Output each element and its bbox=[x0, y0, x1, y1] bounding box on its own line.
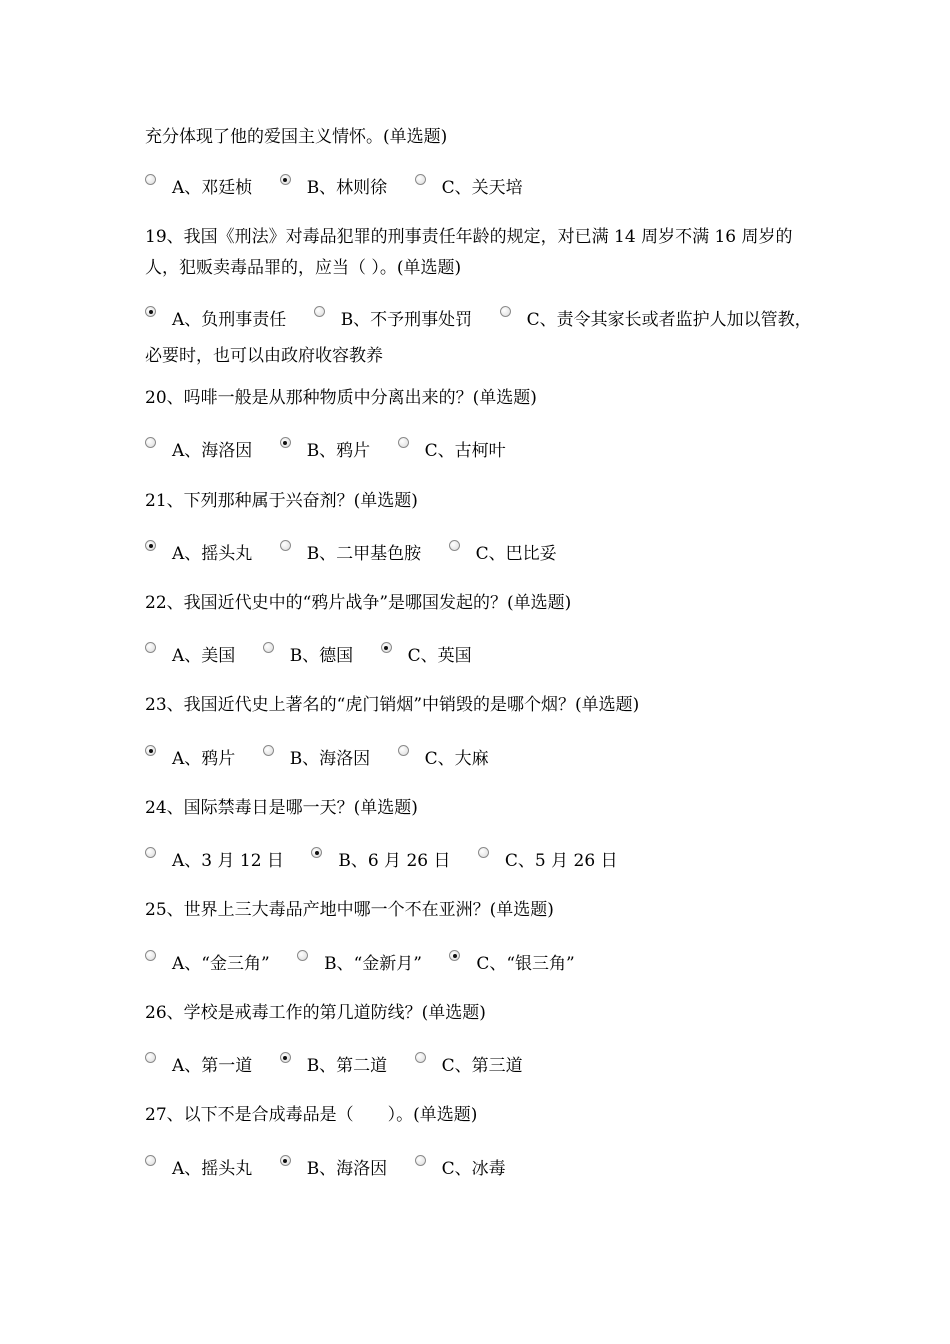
option-group bbox=[145, 536, 825, 572]
question-text: 21、下列那种属于兴奋剂？(单选题) bbox=[145, 491, 418, 511]
option-label: A、鸦片 bbox=[172, 749, 236, 769]
option-label: A、海洛因 bbox=[172, 441, 253, 461]
option-group bbox=[145, 433, 825, 469]
question-text: 19、我国《刑法》对毒品犯罪的刑事责任年龄的规定，对已满 14 周岁不满 16 周岁的人，犯贩卖毒品罪的，应当（ ）。(单选题) bbox=[145, 227, 793, 278]
question-text: 26、学校是戒毒工作的第几道防线？(单选题) bbox=[145, 1003, 486, 1023]
radio-button[interactable] bbox=[280, 540, 291, 551]
radio-button[interactable] bbox=[263, 642, 274, 653]
option-label: C、古柯叶 bbox=[424, 441, 506, 461]
option-label: C、5 月 26 日 bbox=[504, 851, 618, 871]
radio-button[interactable] bbox=[449, 540, 460, 551]
option-a[interactable] bbox=[145, 954, 292, 974]
radio-button-checked[interactable] bbox=[280, 437, 291, 448]
option-c[interactable] bbox=[398, 441, 528, 461]
option-b[interactable] bbox=[280, 1159, 410, 1179]
option-a[interactable] bbox=[145, 1056, 274, 1076]
option-label: C、巴比妥 bbox=[475, 544, 557, 564]
option-group bbox=[145, 946, 825, 982]
option-a[interactable] bbox=[145, 646, 257, 666]
radio-button[interactable] bbox=[263, 745, 274, 756]
question-text: 24、国际禁毒日是哪一天？(单选题) bbox=[145, 798, 418, 818]
radio-button[interactable] bbox=[145, 847, 156, 858]
question-text: 27、以下不是合成毒品是（ ）。(单选题) bbox=[145, 1105, 478, 1125]
option-label: A、负刑事责任 bbox=[172, 310, 287, 330]
option-label: A、3 月 12 日 bbox=[172, 851, 284, 871]
radio-button[interactable] bbox=[145, 950, 156, 961]
option-b[interactable] bbox=[280, 441, 393, 461]
radio-button-checked[interactable] bbox=[280, 1052, 291, 1063]
option-label: B、海洛因 bbox=[306, 1159, 388, 1179]
option-b[interactable] bbox=[263, 646, 376, 666]
radio-button[interactable] bbox=[398, 745, 409, 756]
radio-button[interactable] bbox=[398, 437, 409, 448]
radio-button-checked[interactable] bbox=[280, 174, 291, 185]
option-label: C、“银三角” bbox=[476, 954, 575, 974]
option-c[interactable] bbox=[415, 1159, 528, 1179]
radio-button[interactable] bbox=[145, 642, 156, 653]
option-group bbox=[145, 1151, 825, 1187]
radio-button[interactable] bbox=[500, 306, 511, 317]
option-b[interactable] bbox=[263, 749, 393, 769]
option-a[interactable] bbox=[145, 310, 308, 330]
option-label: C、关天培 bbox=[441, 178, 523, 198]
option-a[interactable] bbox=[145, 178, 274, 198]
radio-button[interactable] bbox=[145, 437, 156, 448]
radio-button[interactable] bbox=[415, 174, 426, 185]
radio-button-checked[interactable] bbox=[145, 745, 156, 756]
radio-button-checked[interactable] bbox=[449, 950, 460, 961]
option-label: B、第二道 bbox=[306, 1056, 388, 1076]
option-b[interactable] bbox=[311, 851, 472, 871]
option-a[interactable] bbox=[145, 544, 274, 564]
radio-button-checked[interactable] bbox=[145, 540, 156, 551]
question-text: 20、吗啡一般是从那种物质中分离出来的？(单选题) bbox=[145, 388, 537, 408]
option-label: B、不予刑事处罚 bbox=[340, 310, 473, 330]
option-label: C、第三道 bbox=[441, 1056, 523, 1076]
radio-button[interactable] bbox=[314, 306, 325, 317]
option-label: B、海洛因 bbox=[289, 749, 371, 769]
option-group bbox=[145, 302, 825, 374]
option-group bbox=[145, 170, 825, 206]
option-label: B、6 月 26 日 bbox=[338, 851, 451, 871]
option-label: C、冰毒 bbox=[441, 1159, 506, 1179]
question-text: 22、我国近代史中的“鸦片战争”是哪国发起的？(单选题) bbox=[145, 593, 572, 613]
option-label: C、英国 bbox=[407, 646, 472, 666]
option-c[interactable] bbox=[381, 646, 494, 666]
radio-button[interactable] bbox=[145, 174, 156, 185]
question-text: 23、我国近代史上著名的“虎门销烟”中销毁的是哪个烟？(单选题) bbox=[145, 695, 640, 715]
option-label: B、“金新月” bbox=[324, 954, 422, 974]
option-c[interactable] bbox=[415, 1056, 545, 1076]
option-b[interactable] bbox=[314, 310, 495, 330]
radio-button[interactable] bbox=[145, 1155, 156, 1166]
option-b[interactable] bbox=[297, 954, 444, 974]
option-c[interactable] bbox=[449, 954, 596, 974]
option-label: B、二甲基色胺 bbox=[306, 544, 422, 564]
radio-button[interactable] bbox=[478, 847, 489, 858]
option-c[interactable] bbox=[478, 851, 640, 871]
option-c[interactable] bbox=[398, 749, 511, 769]
option-label: B、鸦片 bbox=[306, 441, 371, 461]
option-label: B、德国 bbox=[289, 646, 354, 666]
question-text: 25、世界上三大毒品产地中哪一个不在亚洲？(单选题) bbox=[145, 900, 554, 920]
option-label: A、“金三角” bbox=[172, 954, 270, 974]
option-b[interactable] bbox=[280, 1056, 410, 1076]
option-label: A、邓廷桢 bbox=[172, 178, 253, 198]
radio-button[interactable] bbox=[145, 1052, 156, 1063]
option-b[interactable] bbox=[280, 178, 410, 198]
option-c[interactable] bbox=[415, 178, 545, 198]
option-group bbox=[145, 843, 825, 879]
question-text: 充分体现了他的爱国主义情怀。(单选题) bbox=[145, 127, 448, 147]
option-label: A、摇头丸 bbox=[172, 1159, 253, 1179]
radio-button-checked[interactable] bbox=[381, 642, 392, 653]
option-group bbox=[145, 741, 825, 777]
option-group bbox=[145, 1048, 825, 1084]
option-label: B、林则徐 bbox=[306, 178, 388, 198]
radio-button-checked[interactable] bbox=[311, 847, 322, 858]
radio-button-checked[interactable] bbox=[280, 1155, 291, 1166]
option-a[interactable] bbox=[145, 1159, 274, 1179]
option-label: C、大麻 bbox=[424, 749, 489, 769]
option-a[interactable] bbox=[145, 851, 306, 871]
option-label: A、摇头丸 bbox=[172, 544, 253, 564]
option-c[interactable] bbox=[449, 544, 579, 564]
radio-button[interactable] bbox=[297, 950, 308, 961]
option-b[interactable] bbox=[280, 544, 444, 564]
radio-button[interactable] bbox=[415, 1052, 426, 1063]
option-label: A、美国 bbox=[172, 646, 236, 666]
option-label: C、责令其家长或者监护人加以管教，必要时，也可以由政府收容教养 bbox=[145, 310, 812, 366]
option-a[interactable] bbox=[145, 441, 274, 461]
radio-button[interactable] bbox=[415, 1155, 426, 1166]
option-a[interactable] bbox=[145, 749, 257, 769]
option-group bbox=[145, 638, 825, 674]
radio-button-checked[interactable] bbox=[145, 306, 156, 317]
option-label: A、第一道 bbox=[172, 1056, 253, 1076]
